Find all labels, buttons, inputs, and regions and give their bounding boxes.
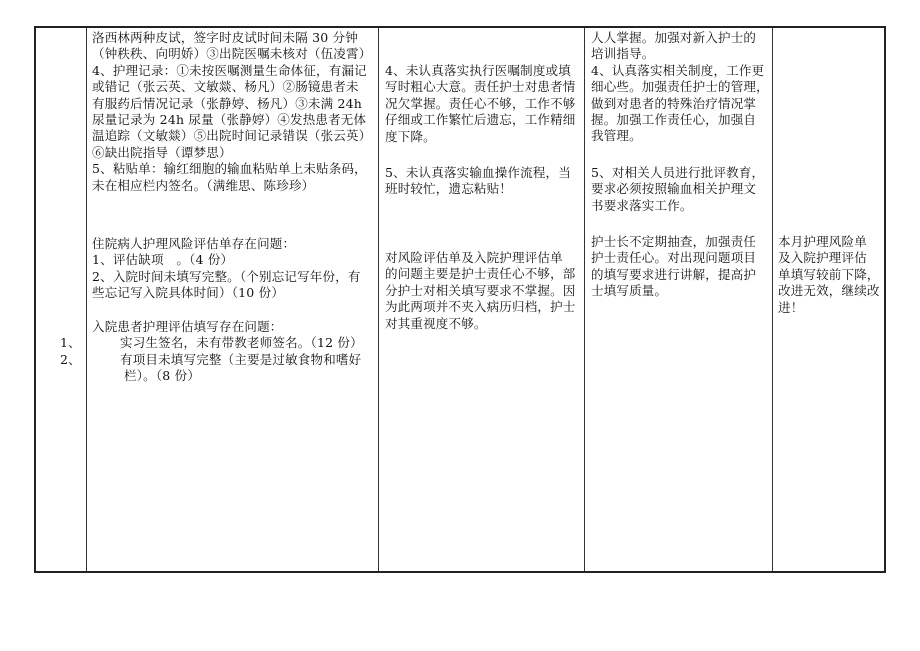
text-line: 写时粗心大意。责任护士对患者情 — [385, 79, 576, 95]
text-line: 为此两项并不夹入病历归档，护士 — [385, 299, 576, 315]
cause-orders — [385, 63, 581, 145]
text-line: 护士责任心。对出现问题项目 — [591, 250, 757, 266]
text-line: 未在相应栏内签名。（满维思、陈珍珍） — [92, 177, 315, 193]
column-evaluation — [773, 28, 886, 571]
text-line: 仔细或工作繁忙后遗忘，工作精细 — [385, 112, 576, 128]
text-line: 改进无效，继续改 — [778, 283, 880, 299]
text-line: 士填写质量。 — [591, 283, 668, 299]
text-line: 分护士对相关填写要求不掌握。因 — [385, 282, 576, 298]
text-line: 尿量记录为 24h 尿量（张静婷）④发热患者无体 — [92, 112, 367, 128]
text-line: 进！ — [778, 299, 804, 315]
text-line: 我管理。 — [591, 128, 642, 144]
text-line: 5、对相关人员进行批评教育， — [591, 165, 765, 180]
text-line: 4、护理记录：①未按医嘱测量生命体征，有漏记 — [92, 62, 367, 78]
text-line: 或错记（张云英、文敏燚、杨凡）②肠镜患者未 — [92, 79, 359, 95]
column-measures — [585, 28, 773, 571]
text-line: 做到对患者的特殊治疗情况掌 — [591, 95, 757, 111]
measure-assessment — [591, 234, 769, 300]
text-line: 2、入院时间未填写完整。（个别忘记写年份，有 — [92, 268, 361, 284]
column-causes — [379, 28, 585, 571]
text-line: 度下降。 — [385, 128, 436, 144]
column-blank — [36, 28, 87, 571]
problems-risk-assessment — [92, 236, 376, 302]
text-line: 握。加强工作责任心，加强自 — [591, 112, 757, 128]
measure-transfusion — [591, 165, 769, 214]
text-line: 培训指导。 — [591, 46, 655, 62]
list-item — [60, 335, 376, 351]
text-line: 细心些。加强责任护士的管理， — [591, 79, 769, 95]
text-line: 4、认真落实相关制度，工作更 — [591, 62, 765, 78]
item-number: 2、 — [60, 351, 81, 367]
text-line: 的填写要求进行讲解，提高护 — [591, 266, 757, 282]
text-line: ⑥缺出院指导（谭梦思） — [92, 144, 232, 160]
text-line: 况欠掌握。责任心不够，工作不够 — [385, 95, 576, 111]
review-table — [34, 26, 886, 573]
list-item — [60, 351, 376, 385]
text-line: 有服药后情况记录（张静婷、杨凡）③未满 24h — [92, 95, 363, 111]
text-line: 班时较忙，遗忘粘贴！ — [385, 181, 513, 197]
text-line: 对其重视度不够。 — [385, 315, 487, 331]
text-line: 的问题主要是护士责任心不够，部 — [385, 266, 576, 282]
text-line: 5、粘贴单：输红细胞的输血粘贴单上未贴条码， — [92, 161, 367, 177]
text-line: 4、未认真落实执行医嘱制度或填 — [385, 63, 571, 78]
text-line: 人人掌握。加强对新入护士的 — [591, 30, 757, 45]
text-line: 洛西林两种皮试，签字时皮试时间未隔 30 分钟 — [92, 30, 358, 45]
text-line: 5、未认真落实输血操作流程，当 — [385, 165, 571, 180]
text-line: （钟秩秩、向明娇）③出院医嘱未核对（伍凌霄） — [92, 46, 372, 62]
problems-records — [92, 30, 376, 194]
text-line: 住院病人护理风险评估单存在问题： — [92, 236, 296, 251]
text-line: 本月护理风险单 — [778, 234, 867, 249]
text-line: 些忘记写入院具体时间）（10 份） — [92, 285, 285, 301]
evaluation-text — [778, 234, 884, 316]
text-line: 1、评估缺项 。（4 份） — [92, 252, 234, 268]
cause-transfusion — [385, 165, 581, 198]
problems-admission-assessment — [60, 319, 376, 385]
text-line: 单填写较前下降， — [778, 266, 880, 282]
text-line: 护士长不定期抽查，加强责任 — [591, 234, 757, 249]
text-line: 入院患者护理评估填写存在问题： — [92, 319, 283, 334]
item-text: 实习生签名，未有带教老师签名。（12 份） — [120, 335, 363, 351]
text-line: 及入院护理评估 — [778, 250, 867, 266]
text-line: 书要求落实工作。 — [591, 197, 693, 213]
text-line: 要求必须按照输血相关护理文 — [591, 181, 757, 197]
text-line: 对风险评估单及入院护理评估单 — [385, 250, 563, 265]
cause-assessment — [385, 250, 581, 332]
column-problems — [60, 28, 379, 571]
measure-orders — [591, 30, 769, 145]
item-text: 有项目未填写完整（主要是过敏食物和嗜好栏）。（8 份） — [120, 351, 362, 384]
item-number: 1、 — [60, 335, 81, 351]
text-line: 温追踪（文敏燚）⑤出院时间记录错误（张云英） — [92, 128, 372, 144]
